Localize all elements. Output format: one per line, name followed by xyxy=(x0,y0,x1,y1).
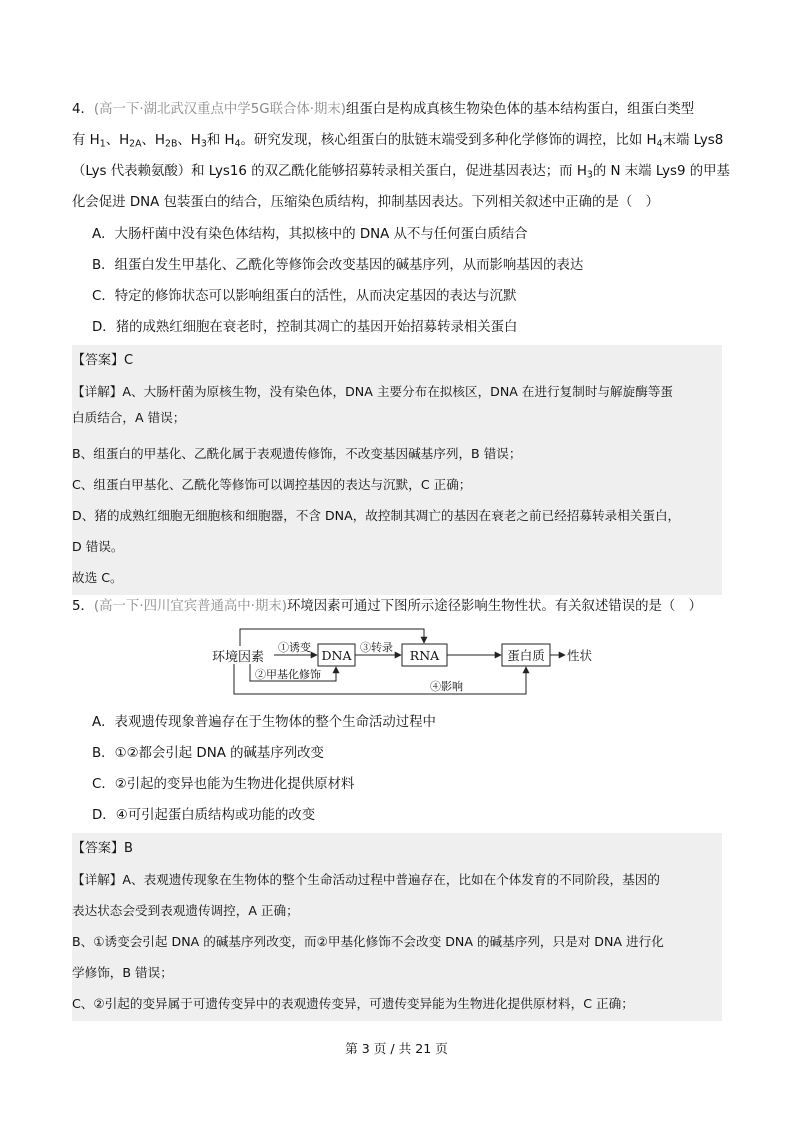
q4-explanation-line: 白质结合，A 错误； xyxy=(72,410,186,425)
diagram-arrow-top-loop xyxy=(240,629,424,646)
q4-explanation-line: D、猪的成熟红细胞无细胞核和细胞器，不含 DNA，故控制其凋亡的基因在衰老之前已经招募转录相关蛋白， xyxy=(72,508,681,523)
diagram-label-4: ④影响 xyxy=(430,680,463,693)
diagram-trait-label: 性状 xyxy=(567,648,592,663)
q5-answer: 【答案】B xyxy=(72,841,133,856)
q5-explanation-line: 学修饰，B 错误； xyxy=(72,965,173,980)
pathway-diagram xyxy=(212,624,592,698)
q4-option-b: B．组蛋白发生甲基化、乙酰化等修饰会改变基因的碱基序列，从而影响基因的表达 xyxy=(92,258,584,273)
q4-stem-line-3: （Lys 代表赖氨酸）和 Lys16 的双乙酰化能够招募转录相关蛋白，促进基因表达；而 $H_3$的 N 末端 Lys9 的甲基 xyxy=(72,164,730,181)
q5-explanation-line: 【详解】A、表观遗传现象在生物体的整个生命活动过程中普遍存在，比如在个体发育的不同阶段，基因的 xyxy=(72,872,660,887)
q5-option-b: B．①②都会引起 DNA 的碱基序列改变 xyxy=(92,746,324,761)
q4-option-d: D．猪的成熟红细胞在衰老时，控制其凋亡的基因开始招募转录相关蛋白 xyxy=(92,320,518,335)
q4-answer-block xyxy=(72,345,722,595)
q5-explanation-line: 表达状态会受到表观遗传调控，A 正确； xyxy=(72,903,299,918)
q4-stem-line-1: 4．(高一下·湖北武汉重点中学5G联合体·期末)组蛋白是构成真核生物染色体的基本结构蛋白，组蛋白类型 xyxy=(72,102,695,117)
q5-explanation-line: C、②引起的变异属于可遗传变异中的表观遗传变异，可遗传变异能为生物进化提供原材料，C 正确； xyxy=(72,996,634,1011)
diagram-label-2: ②甲基化修饰 xyxy=(255,668,321,681)
q4-option-a: A．大肠杆菌中没有染色体结构，其拟核中的 DNA 从不与任何蛋白质结合 xyxy=(92,227,528,242)
diagram-label-1: ①诱变 xyxy=(278,641,311,654)
q4-stem-line-2: 有 $H_1$、$H_{2A}$、$H_{2B}$、$H_3$和 $H_4$。研究发现，核心组蛋白的肽链末端受到多种化学修饰的调控，比如 $H_4$末端 Lys8 xyxy=(72,133,724,150)
q4-explanation-line: 【详解】A、大肠杆菌为原核生物，没有染色体，DNA 主要分布在拟核区，DNA 在进行复制时与解旋酶等蛋 xyxy=(72,384,674,399)
page-footer: 第 3 页 / 共 21 页 xyxy=(345,1041,448,1056)
q5-option-c: C．②引起的变异也能为生物进化提供原材料 xyxy=(92,777,355,792)
q4-source: (高一下·湖北武汉重点中学5G联合体·期末) xyxy=(93,102,347,117)
q5-source: (高一下·四川宜宾普通高中·期末) xyxy=(93,599,287,614)
q4-explanation-line: B、组蛋白的甲基化、乙酰化属于表观遗传修饰，不改变基因碱基序列，B 错误； xyxy=(72,446,522,461)
q5-answer-block xyxy=(72,833,722,1021)
diagram-protein-label: 蛋白质 xyxy=(507,648,545,663)
q4-option-c: C．特定的修饰状态可以影响组蛋白的活性，从而决定基因的表达与沉默 xyxy=(92,289,517,304)
q4-number: 4． xyxy=(72,102,94,117)
diagram-dna-label: DNA xyxy=(321,648,352,663)
diagram-rna-label: RNA xyxy=(409,648,440,663)
q4-explanation-line: C、组蛋白甲基化、乙酰化等修饰可以调控基因的表达与沉默，C 正确； xyxy=(72,477,472,492)
q5-option-a: A．表观遗传现象普遍存在于生物体的整个生命活动过程中 xyxy=(92,715,436,730)
q4-explanation-line: D 错误。 xyxy=(72,539,124,554)
q5-number: 5． xyxy=(72,599,94,614)
q4-answer: 【答案】C xyxy=(72,353,134,368)
diagram-env-label: 环境因素 xyxy=(212,650,265,665)
diagram-label-3: ③转录 xyxy=(360,641,393,654)
q4-explanation-line: 故选 C。 xyxy=(72,570,123,585)
q5-explanation-line: B、①诱变会引起 DNA 的碱基序列改变，而②甲基化修饰不会改变 DNA 的碱基序列，只是对 DNA 进行化 xyxy=(72,934,664,949)
q5-option-d: D．④可引起蛋白质结构或功能的改变 xyxy=(92,808,316,823)
q5-stem-line: 5．(高一下·四川宜宾普通高中·期末)环境因素可通过下图所示途径影响生物性状。有关叙述错误的是（ ） xyxy=(72,599,703,614)
q4-stem-line-4: 化会促进 DNA 包装蛋白的结合，压缩染色质结构，抑制基因表达。下列相关叙述中正确的是（ ） xyxy=(72,195,660,210)
